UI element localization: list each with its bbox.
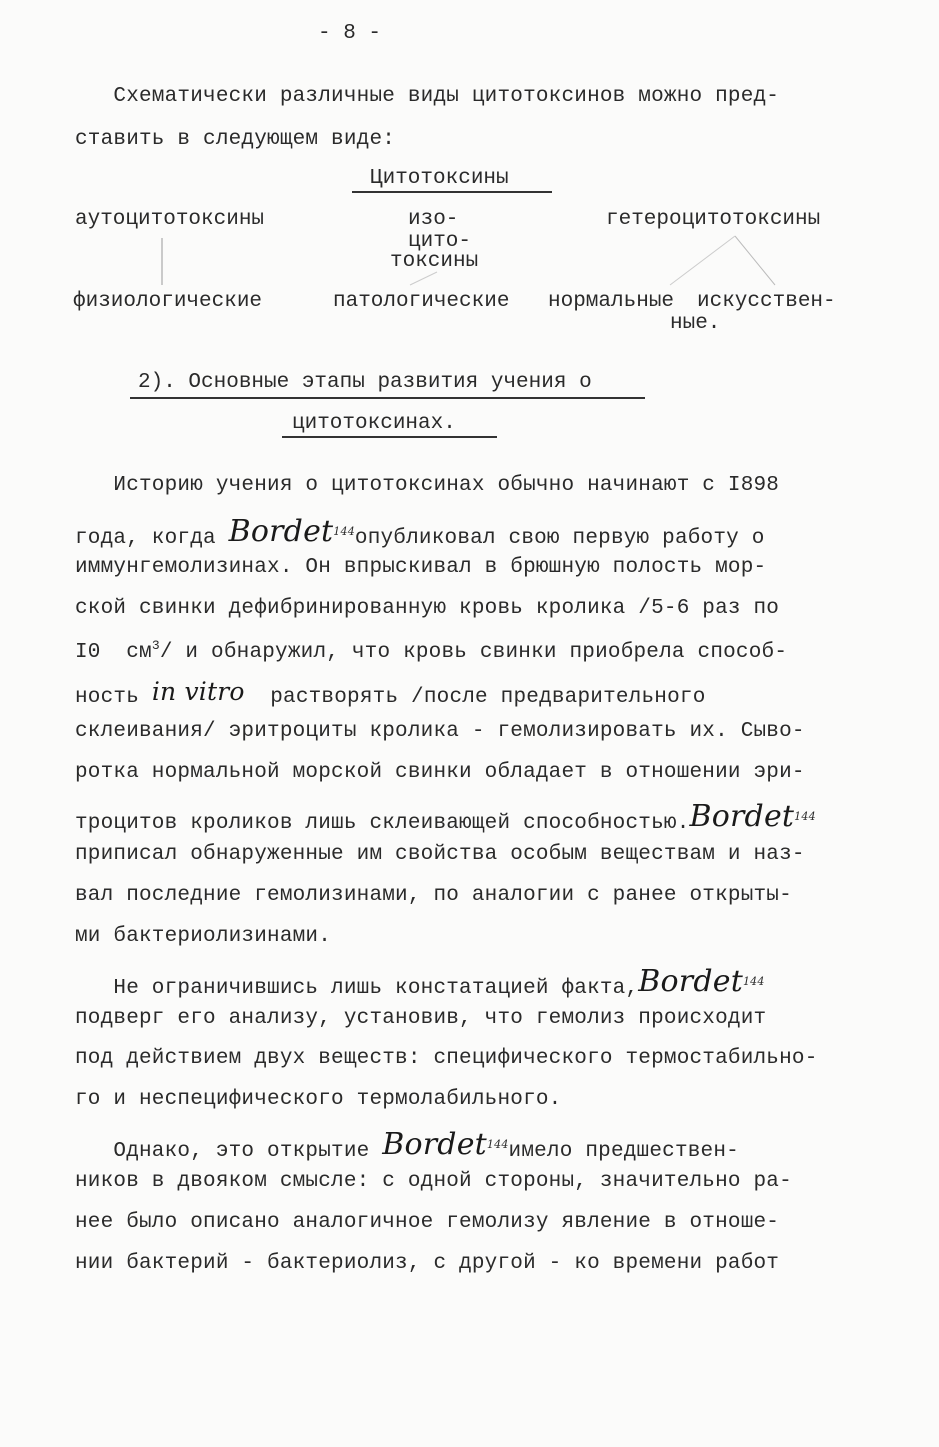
in-vitro-handwritten: in vitro xyxy=(151,677,245,706)
text-span: имело предшествен- xyxy=(508,1140,739,1163)
para3-line-3: нее было описано аналогичное гемолизу явление в отноше- xyxy=(75,1211,780,1234)
section-heading-line-1: 2). Основные этапы развития учения о xyxy=(138,371,592,394)
text-span: Не ограничившись лишь констатацией факта, xyxy=(75,977,639,1000)
scheme-artificial-1: искусствен- xyxy=(697,290,836,313)
text-span: / и обнаружил, что кровь свинки приобрела способ- xyxy=(159,641,788,664)
para1-line-4: ской свинки дефибринированную кровь кролика /5-6 раз по xyxy=(75,597,780,620)
para1-line-10: приписал обнаруженные им свойства особым веществам и наз- xyxy=(75,843,805,866)
text-span: 144 xyxy=(742,975,765,988)
text-span: 144 xyxy=(486,1138,509,1151)
text-span: растворять /после предварительного xyxy=(244,686,706,709)
text-span: опубликовал свою первую работу о xyxy=(354,527,765,550)
para1-line-9 xyxy=(75,801,816,836)
handwritten-bordet: Bordet xyxy=(638,964,743,999)
para2-line-4: го и неспецифического термолабильного. xyxy=(75,1088,562,1111)
text-span: 3 xyxy=(151,638,160,653)
para1-line-1: Историю учения о цитотоксинах обычно начинают с I898 xyxy=(75,474,780,497)
handwritten-bordet: Bordet xyxy=(228,514,334,549)
scheme-physio: физиологические xyxy=(73,290,263,313)
para2-line-2: подверг его анализу, установив, что гемолиз происходит xyxy=(75,1007,767,1030)
para1-line-2 xyxy=(75,516,765,551)
para3-line-2: ников в двояком смысле: с одной стороны, значительно ра- xyxy=(75,1170,792,1193)
para1-line-3: иммунгемолизинах. Он впрыскивал в брюшную полость мор- xyxy=(75,556,767,579)
text-span: троцитов кроликов лишь склеивающей способностью. xyxy=(75,812,690,835)
scheme-auto: аутоцитотоксины xyxy=(75,208,265,231)
scheme-patho: патологические xyxy=(333,290,510,313)
scheme-iso-1: изо- xyxy=(408,208,459,231)
para2-line-1 xyxy=(75,966,765,1001)
para3-line-1 xyxy=(75,1129,739,1164)
text-span: ность xyxy=(75,686,152,709)
intro-line-1: Схематически различные виды цитотоксинов можно пред- xyxy=(75,85,780,108)
scheme-hetero: гетероцитотоксины xyxy=(606,208,821,231)
scheme-root: Цитотоксины xyxy=(370,167,509,190)
scheme-iso-2: цито- xyxy=(408,230,472,253)
handwritten-bordet: Bordet xyxy=(689,799,795,834)
scheme-artificial-2: ные. xyxy=(670,312,721,335)
para3-line-4: нии бактерий - бактериолиз, с другой - ко времени работ xyxy=(75,1252,780,1275)
section-heading-underline-2 xyxy=(282,436,497,438)
scheme-iso-3: токсины xyxy=(390,250,479,273)
text-span: года, когда xyxy=(75,527,229,550)
para1-line-5 xyxy=(75,638,787,664)
page-number: - 8 - xyxy=(318,22,382,45)
text-span: 144 xyxy=(794,810,816,823)
section-heading-underline-1 xyxy=(130,397,645,399)
para1-line-8: ротка нормальной морской свинки обладает в отношении эри- xyxy=(75,761,805,784)
section-heading-line-2: цитотоксинах. xyxy=(292,412,456,435)
text-span: Однако, это открытие xyxy=(75,1140,383,1163)
intro-line-2: ставить в следующем виде: xyxy=(75,128,396,151)
text-span: 144 xyxy=(333,525,355,538)
para1-line-11: вал последние гемолизинами, по аналогии с ранее открыты- xyxy=(75,884,792,907)
text-span: I0 см xyxy=(75,641,152,664)
handwritten-bordet: Bordet xyxy=(382,1127,487,1162)
para2-line-3: под действием двух веществ: специфического термостабильно- xyxy=(75,1047,818,1070)
scheme-normal: нормальные xyxy=(548,290,675,313)
para1-line-6 xyxy=(75,679,706,709)
para1-line-7: склеивания/ эритроциты кролика - гемолизировать их. Сыво- xyxy=(75,720,805,743)
para1-line-12: ми бактериолизинами. xyxy=(75,925,332,948)
